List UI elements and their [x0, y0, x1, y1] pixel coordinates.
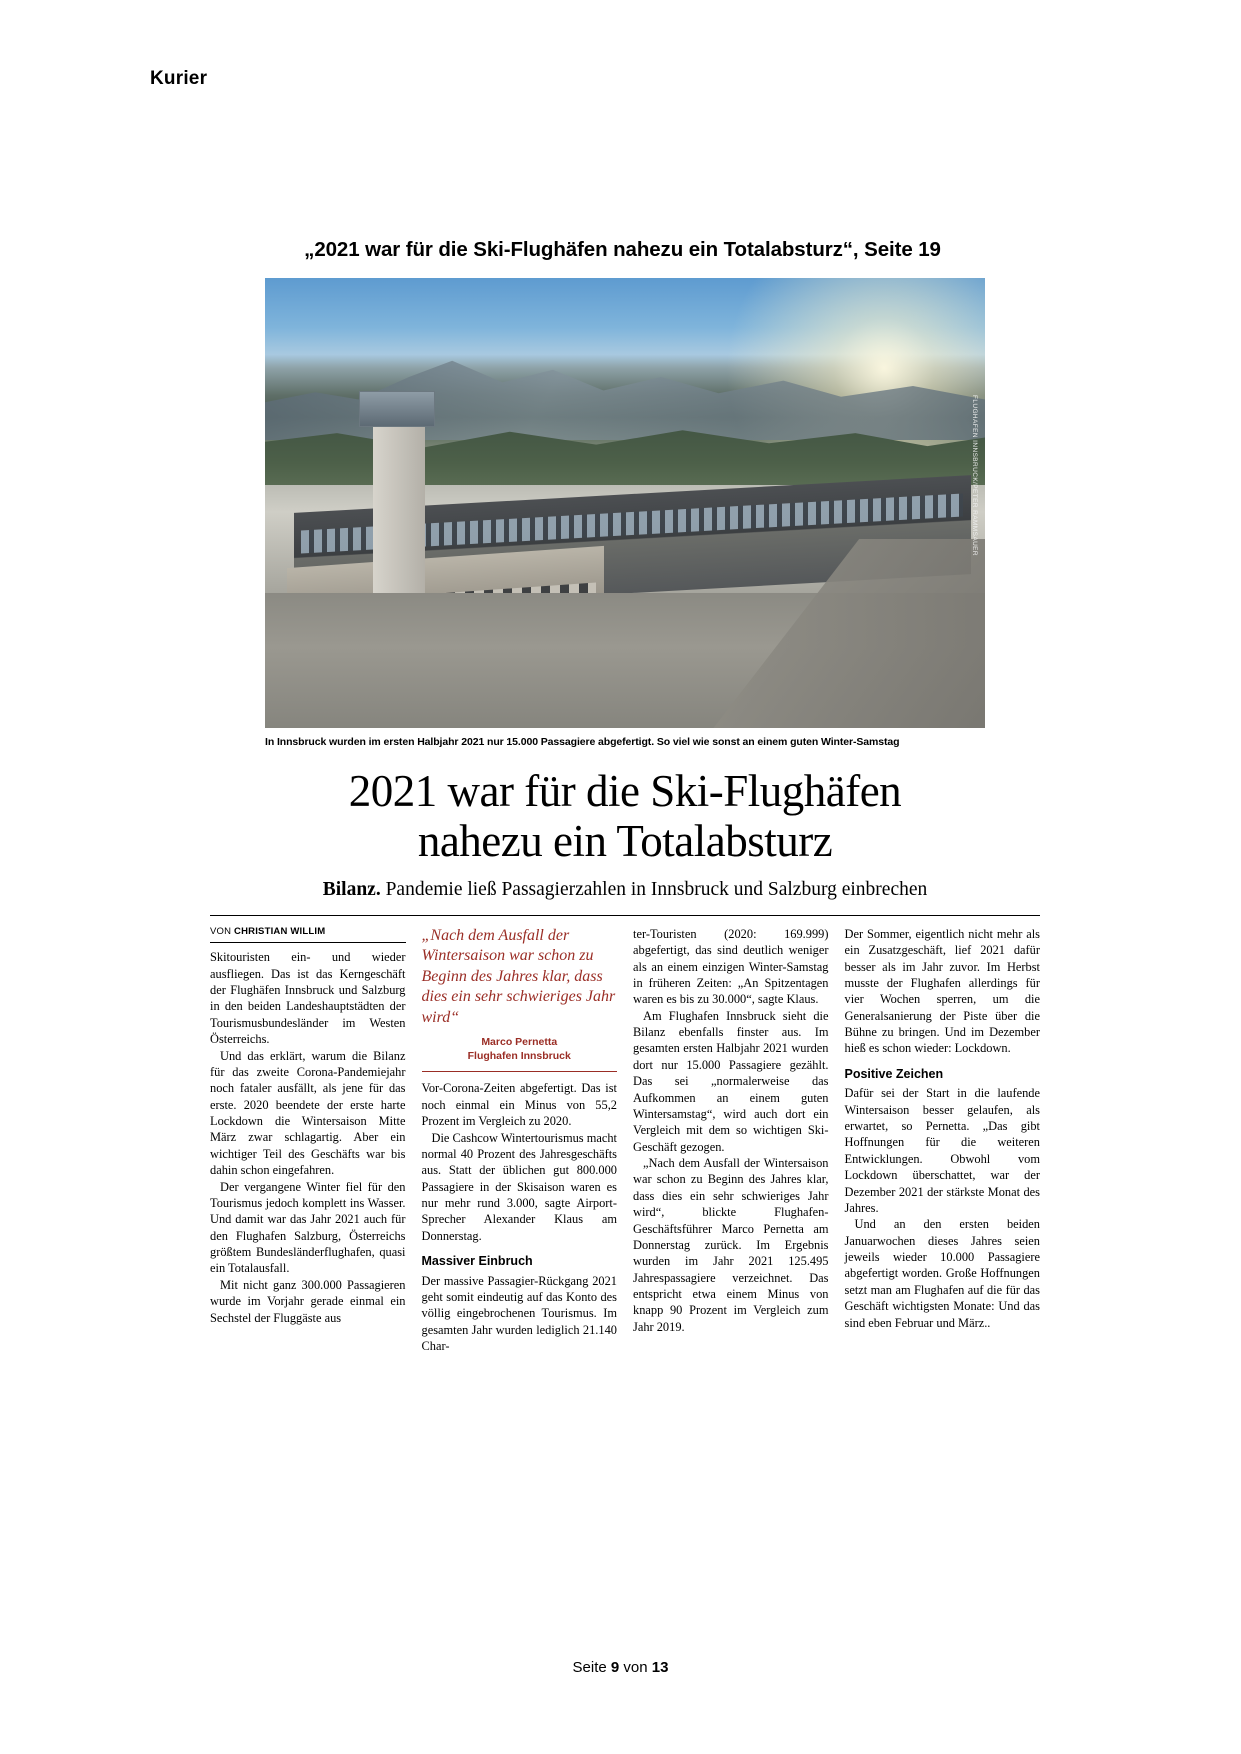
paragraph: Der massive Passagier-Rückgang 2021 geht somit eindeutig auf das Konto des völlig eingebrochenen Tourismus. Im gesamten Jahr wurden lediglich 21.140 Char- [421, 1273, 617, 1354]
divider-rule [210, 915, 1040, 916]
footer-middle: von [623, 1659, 648, 1676]
article-subtitle [210, 879, 1040, 901]
page-footer [0, 1659, 1241, 1676]
byline-author: CHRISTIAN WILLIM [234, 925, 326, 937]
footer-prefix: Seite [572, 1659, 607, 1676]
article-column-2 [422, 926, 618, 1355]
article-photo [265, 278, 985, 728]
paragraph: „Nach dem Ausfall der Wintersaison war schon zu Beginn des Jahres klar, dass dies ein sehr schwieriges Jahr wird“, blickte Flughafen-Geschäftsführer Marco Pernetta am Donnerstag zurück. Im Ergebnis wurden im Jahr 2021 125.495 Jahrespassagiere verzeichnet. Das entspricht etwa einem Minus von knapp 90 Prozent im Vergleich zum Jahr 2019. [633, 1156, 829, 1334]
paragraph: Mit nicht ganz 300.000 Passagieren wurde im Vorjahr gerade einmal ein Sechstel der Fluggäste aus [210, 1277, 406, 1325]
article-subtitle-text: Pandemie ließ Passagierzahlen in Innsbruck und Salzburg einbrechen [380, 878, 928, 900]
paragraph: Der vergangene Winter fiel für den Tourismus jedoch komplett ins Wasser. Und damit war das Jahr 2021 auch für den Flughafen Salzburg, Österreichs größtem Bundesländerflughafen, quasi ein Totalausfall. [210, 1179, 406, 1276]
footer-total-pages: 13 [651, 1659, 669, 1676]
paragraph: Und an den ersten beiden Januarwochen dieses Jahres seien jeweils wieder 10.000 Passagiere abgefertigt worden. Große Hoffnungen setzt man am Flughafen auf die für das Geschäft wichtigsten Monate: Und das sind eben Februar und März.. [844, 1217, 1040, 1330]
article-kicker: Bilanz. [322, 878, 381, 900]
footer-page-number: 9 [610, 1659, 620, 1676]
article-title-line1: 2021 war für die Ski-Flughäfen [348, 766, 902, 816]
clipping-headline: „2021 war für die Ski-Flughäfen nahezu ein Totalabsturz“, Seite 19 [304, 238, 941, 261]
photo-caption: In Innsbruck wurden im ersten Halbjahr 2021 nur 15.000 Passagiere abgefertigt. So viel wie sonst an einem guten Winter-Samstag [265, 736, 900, 748]
article-column-4 [845, 926, 1041, 1355]
paragraph: Am Flughafen Innsbruck sieht die Bilanz ebenfalls finster aus. Im gesamten ersten Halbjahr 2021 wurden dort nur 15.000 Passagiere gezählt. Das sei „normalerweise das Aufkommen an einem guten Wintersamstag“, wird auch dort ein Vergleich mit dem so wichtigen Ski-Geschäft gezogen. [633, 1008, 829, 1154]
paragraph: Dafür sei der Start in die laufende Wintersaison besser gelaufen, als erwartet, so Pernetta. „Das gibt Hoffnungen für die weiteren Entwicklungen. Obwohl vom Lockdown überschattet, war der Dezember 2021 der stärkste Monat des Jahres. [844, 1086, 1040, 1215]
article-columns [210, 926, 1040, 1355]
subheading-massiver-einbruch: Massiver Einbruch [421, 1254, 533, 1269]
newspaper-clipping [210, 278, 1040, 1355]
photo-control-tower-cabin [359, 391, 435, 427]
article-column-3 [633, 926, 829, 1355]
paragraph: ter-Touristen (2020: 169.999) abgefertigt, das sind deutlich weniger als an einem einzigen Winter-Samstag in früheren Zeiten: „An Spitzentagen waren es bis zu 30.000“, sagte Klaus. [633, 926, 829, 1007]
pullquote-author: Marco Pernetta [481, 1036, 558, 1049]
article-column-1 [210, 926, 406, 1355]
article-title [210, 766, 1040, 867]
byline [210, 926, 406, 944]
pullquote-author-role: Flughafen Innsbruck [467, 1049, 571, 1062]
pullquote: „Nach dem Ausfall der Wintersaison war schon zu Beginn des Jahres klar, dass dies ein sehr schwieriges Jahr wird“ [421, 926, 616, 1026]
paragraph: Die Cashcow Wintertourismus macht normal 40 Prozent des Jahresgeschäfts aus. Statt der üblichen gut 800.000 Passagiere in der Skisaison waren es nur mehr rund 3.000, sagte Airport-Sprecher Alexander Klaus am Donnerstag. [421, 1130, 617, 1243]
byline-prefix: VON [210, 925, 232, 937]
photo-background [265, 278, 985, 728]
masthead-title: Kurier [150, 68, 208, 89]
pullquote-attribution [422, 1036, 618, 1072]
article-title-line2: nahezu ein Totalabsturz [417, 816, 833, 867]
paragraph: Vor-Corona-Zeiten abgefertigt. Das ist noch einmal ein Minus von 55,2 Prozent im Vergleich zu 2020. [421, 1081, 617, 1129]
paragraph: Skitouristen ein- und wieder ausfliegen. Das ist das Kerngeschäft der Flughäfen Innsbruck und Salzburg in den beiden Landeshauptstädten der Tourismusbundesländer im Westen Österreichs. [210, 950, 406, 1047]
subheading-positive-zeichen: Positive Zeichen [844, 1066, 944, 1081]
paragraph: Und das erklärt, warum die Bilanz für das zweite Corona-Pandemiejahr noch fataler ausfällt, als jene für das erste. 2020 beendete der erste harte Lockdown die Wintersaison Mitte März zwar schlagartig. Aber ein wichtiger Teil des Geschäfts war bis dahin schon eingefahren. [210, 1048, 406, 1178]
photo-credit: FLUGHAFEN INNSBRUCK/PETER RAMMSAUER [971, 395, 978, 556]
paragraph: Der Sommer, eigentlich nicht mehr als ein Zusatzgeschäft, lief 2021 dafür besser als im Jahr zuvor. Im Herbst musste der Flughafen allerdings für vier Wochen sperren, um die Generalsanierung der Piste über die Bühne zu bringen. Und im Dezember hieß es schon wieder: Lockdown. [844, 926, 1040, 1056]
